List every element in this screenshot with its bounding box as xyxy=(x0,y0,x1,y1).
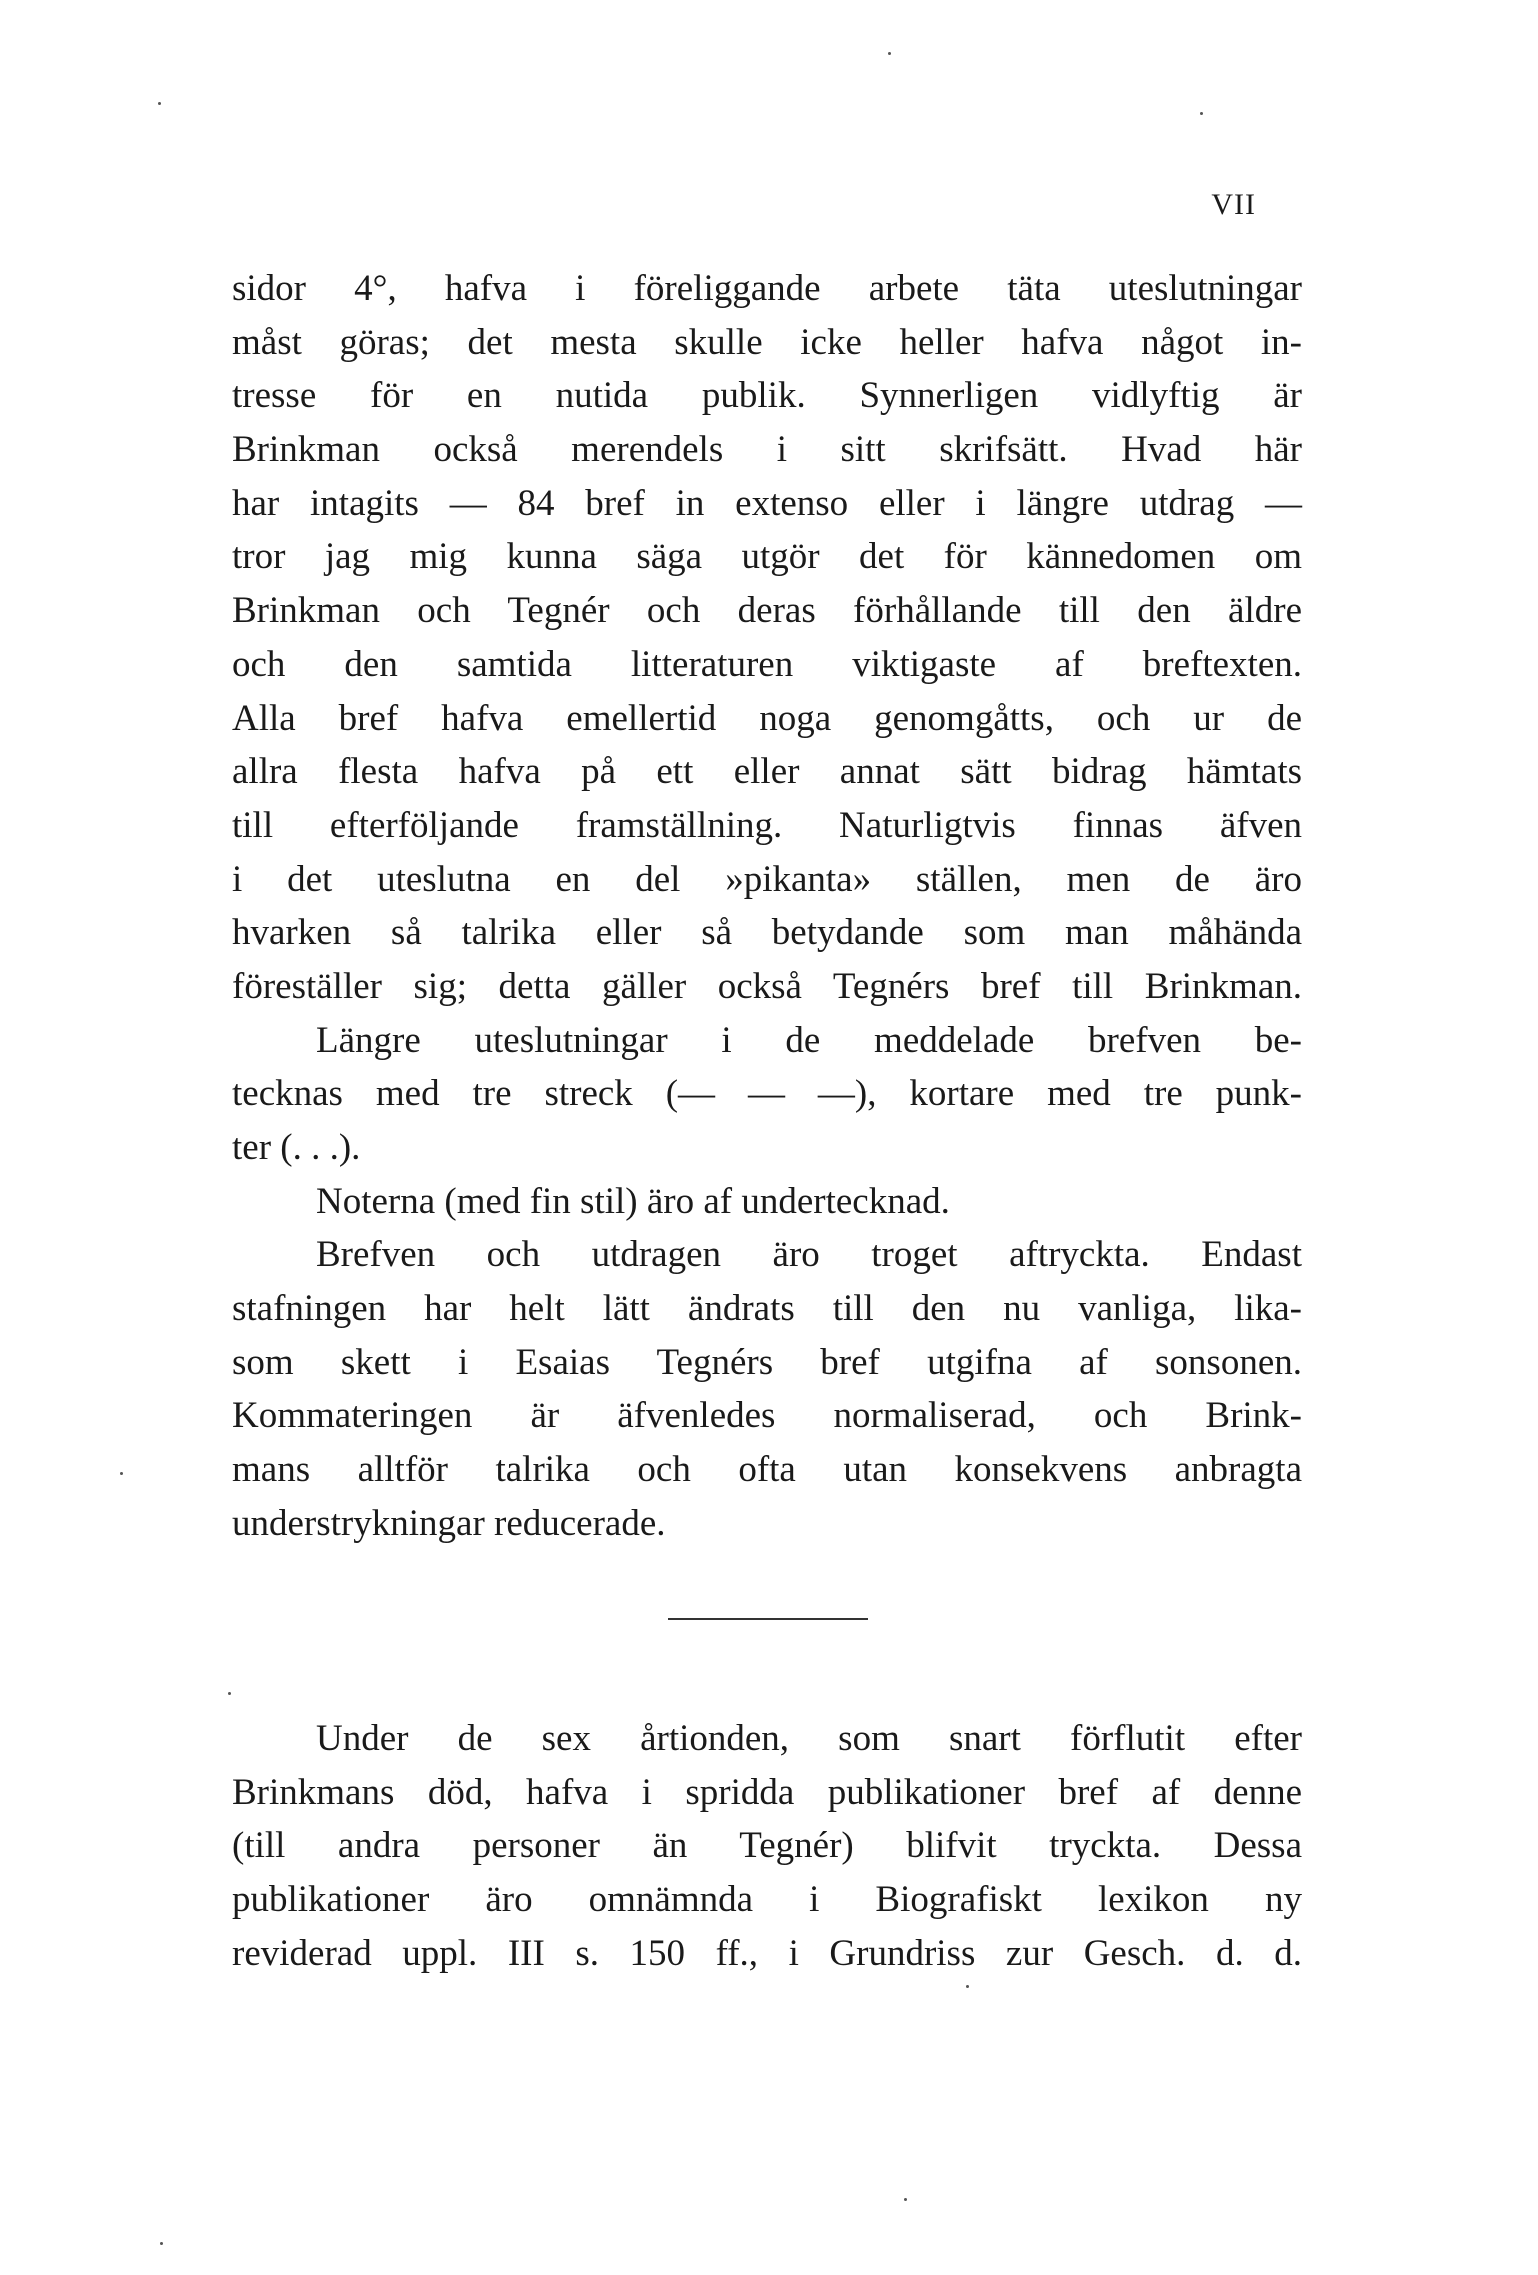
text-line: som skett i Esaias Tegnérs bref utgifna af sonsonen. xyxy=(232,1341,1302,1383)
text-line: Brinkman och Tegnér och deras förhållande till den äldre xyxy=(232,590,1302,632)
text-line: Brinkmans död, hafva i spridda publikationer bref af denne xyxy=(232,1771,1302,1813)
scan-speck xyxy=(888,52,891,55)
text-line: Noterna (med fin stil) äro af undertecknad. xyxy=(316,1180,950,1222)
scan-speck xyxy=(904,2198,907,2201)
scan-speck xyxy=(1200,112,1203,115)
text-line: har intagits — 84 bref in extenso eller i längre utdrag — xyxy=(232,482,1302,524)
text-line: ter (. . .). xyxy=(232,1127,361,1168)
scan-speck xyxy=(160,2242,163,2245)
text-line: till efterföljande framställning. Naturligtvis finnas äfven xyxy=(232,804,1302,846)
text-line: Brefven och utdragen äro troget aftryckta. Endast xyxy=(316,1234,1302,1276)
text-line: Under de sex årtionden, som snart förflutit efter xyxy=(316,1718,1302,1759)
text-line: tecknas med tre streck (— — —), kortare med tre punk- xyxy=(232,1073,1302,1115)
scan-speck xyxy=(966,1985,969,1988)
text-line: föreställer sig; detta gäller också Tegnérs bref till Brinkman. xyxy=(232,965,1302,1007)
main-text-section xyxy=(232,262,1302,1551)
section-divider xyxy=(668,1618,868,1620)
page-number: VII xyxy=(1211,188,1256,221)
text-line: måst göras; det mesta skulle icke heller hafva något in- xyxy=(232,321,1302,363)
text-line: hvarken så talrika eller så betydande som man måhända xyxy=(232,912,1302,954)
text-line: i det uteslutna en del »pikanta» ställen, men de äro xyxy=(232,858,1302,900)
text-line: reviderad uppl. III s. 150 ff., i Grundriss zur Gesch. d. d. xyxy=(232,1932,1302,1974)
text-line: understrykningar reducerade. xyxy=(232,1502,666,1544)
text-line: tresse för en nutida publik. Synnerligen vidlyftig är xyxy=(232,375,1302,417)
text-line: stafningen har helt lätt ändrats till den nu vanliga, lika- xyxy=(232,1288,1302,1330)
text-line: Längre uteslutningar i de meddelade brefven be- xyxy=(316,1019,1302,1061)
text-line: sidor 4°, hafva i föreliggande arbete täta uteslutningar xyxy=(232,268,1302,309)
text-line: allra flesta hafva på ett eller annat sätt bidrag hämtats xyxy=(232,751,1302,793)
text-line: och den samtida litteraturen viktigaste af breftexten. xyxy=(232,643,1302,685)
scan-speck xyxy=(228,1692,231,1695)
scan-speck xyxy=(158,102,161,105)
text-line: publikationer äro omnämnda i Biografiskt lexikon ny xyxy=(232,1879,1302,1921)
scan-speck xyxy=(120,1472,123,1475)
text-line: Alla bref hafva emellertid noga genomgåtts, och ur de xyxy=(232,697,1302,739)
text-line: (till andra personer än Tegnér) blifvit tryckta. Dessa xyxy=(232,1825,1302,1867)
text-line: Brinkman också merendels i sitt skrifsätt. Hvad här xyxy=(232,429,1302,471)
text-line: Kommateringen är äfvenledes normaliserad, och Brink- xyxy=(232,1395,1302,1437)
text-line: mans alltför talrika och ofta utan konsekvens anbragta xyxy=(232,1449,1302,1491)
second-text-section xyxy=(232,1712,1302,1980)
text-line: tror jag mig kunna säga utgör det för kännedomen om xyxy=(232,536,1302,578)
